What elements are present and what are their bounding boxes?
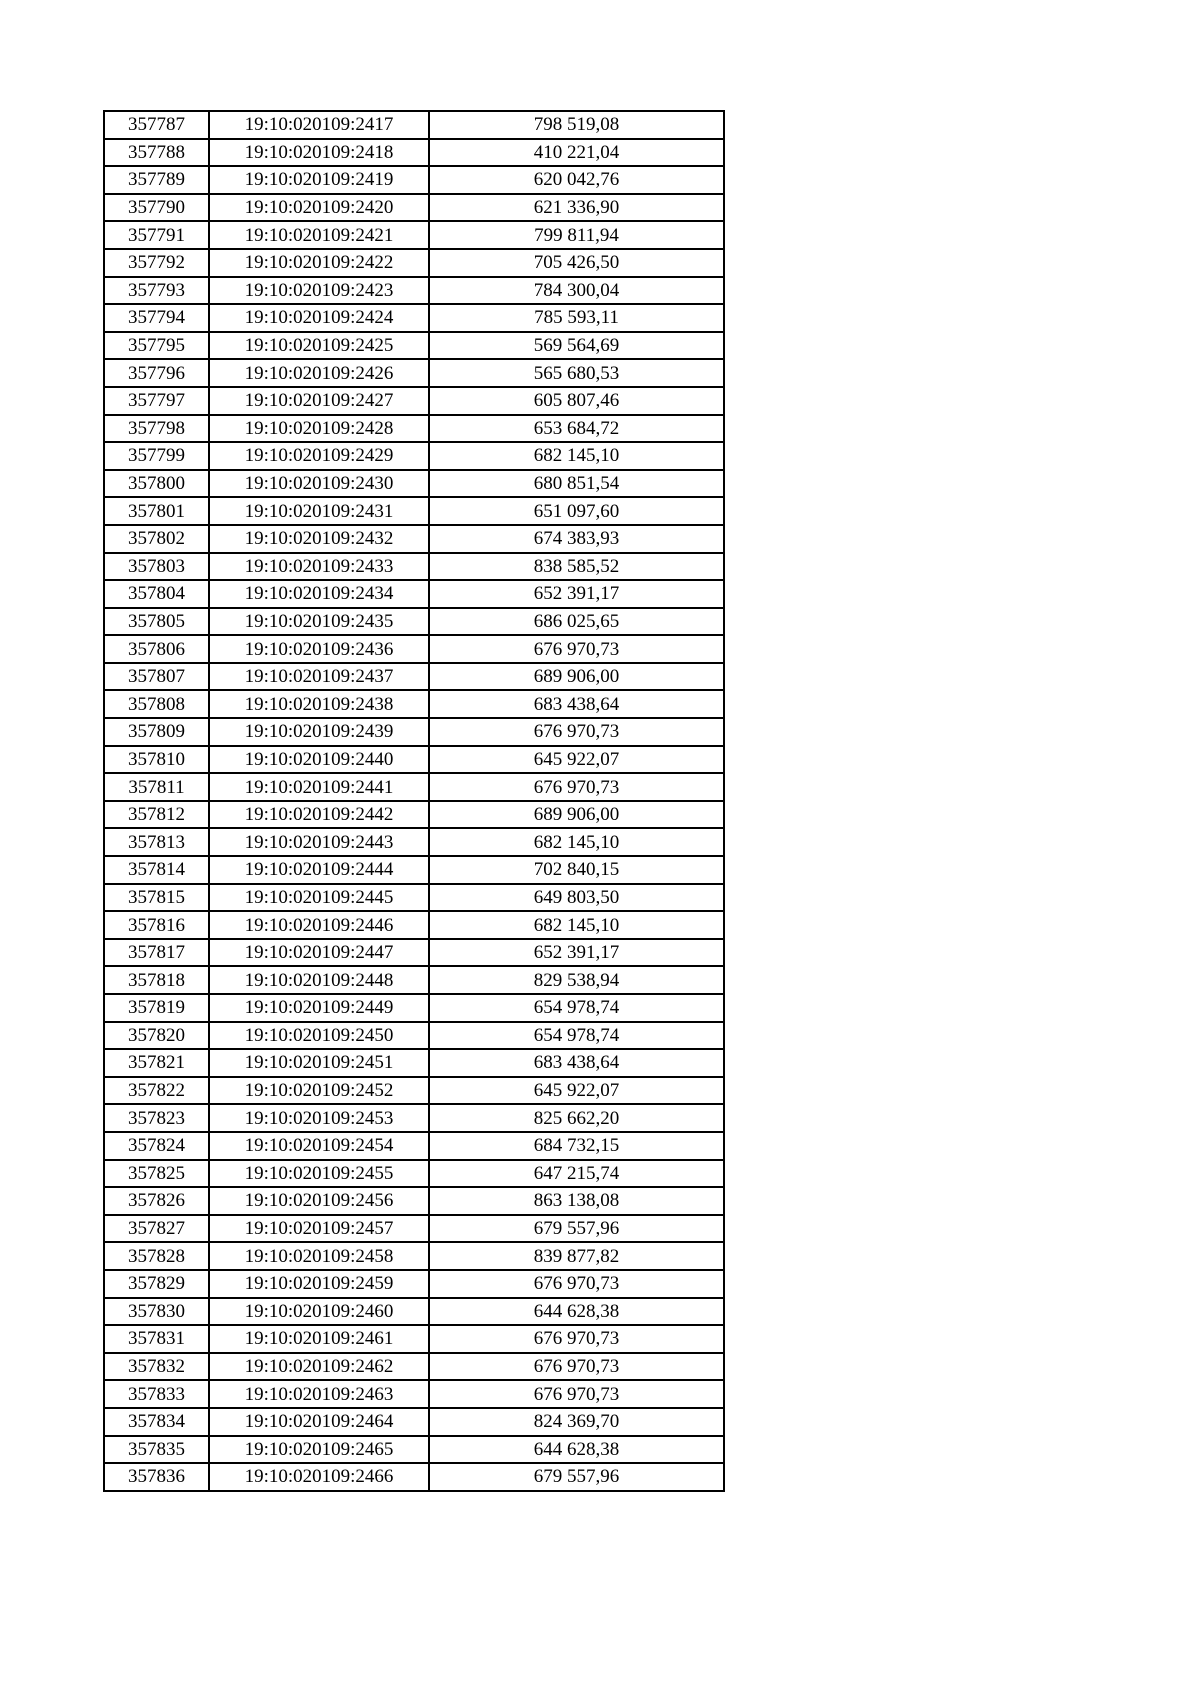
row-number-cell: 357826 [104, 1187, 209, 1215]
cadastral-value-cell: 683 438,64 [429, 690, 724, 718]
table-row [104, 801, 724, 829]
row-number-cell: 357792 [104, 249, 209, 277]
cadastral-number-cell: 19:10:020109:2445 [209, 884, 429, 912]
cadastral-number-cell: 19:10:020109:2424 [209, 304, 429, 332]
cadastral-value-cell: 682 145,10 [429, 828, 724, 856]
cadastral-number-cell: 19:10:020109:2444 [209, 856, 429, 884]
row-number-cell: 357800 [104, 470, 209, 498]
cadastral-number-cell: 19:10:020109:2463 [209, 1380, 429, 1408]
table-row [104, 1215, 724, 1243]
cadastral-number-cell: 19:10:020109:2430 [209, 470, 429, 498]
table-body [104, 111, 724, 1491]
cadastral-number-cell: 19:10:020109:2432 [209, 525, 429, 553]
row-number-cell: 357821 [104, 1049, 209, 1077]
row-number-cell: 357819 [104, 994, 209, 1022]
row-number-cell: 357818 [104, 966, 209, 994]
row-number-cell: 357796 [104, 359, 209, 387]
cadastral-number-cell: 19:10:020109:2454 [209, 1132, 429, 1160]
row-number-cell: 357798 [104, 415, 209, 443]
table-row [104, 608, 724, 636]
table-row [104, 1049, 724, 1077]
table-row [104, 1022, 724, 1050]
row-number-cell: 357831 [104, 1325, 209, 1353]
cadastral-value-cell: 799 811,94 [429, 221, 724, 249]
cadastral-value-cell: 689 906,00 [429, 663, 724, 691]
cadastral-number-cell: 19:10:020109:2453 [209, 1104, 429, 1132]
table-row [104, 111, 724, 139]
cadastral-value-cell: 649 803,50 [429, 884, 724, 912]
cadastral-number-cell: 19:10:020109:2439 [209, 718, 429, 746]
row-number-cell: 357810 [104, 746, 209, 774]
table-row [104, 415, 724, 443]
cadastral-number-cell: 19:10:020109:2425 [209, 332, 429, 360]
table-row [104, 828, 724, 856]
cadastral-value-cell: 654 978,74 [429, 994, 724, 1022]
cadastral-value-cell: 683 438,64 [429, 1049, 724, 1077]
cadastral-number-cell: 19:10:020109:2420 [209, 194, 429, 222]
cadastral-number-cell: 19:10:020109:2422 [209, 249, 429, 277]
cadastral-value-cell: 686 025,65 [429, 608, 724, 636]
table-row [104, 663, 724, 691]
cadastral-value-cell: 652 391,17 [429, 939, 724, 967]
cadastral-value-cell: 565 680,53 [429, 359, 724, 387]
table-row [104, 773, 724, 801]
table-row [104, 304, 724, 332]
row-number-cell: 357823 [104, 1104, 209, 1132]
row-number-cell: 357805 [104, 608, 209, 636]
cadastral-number-cell: 19:10:020109:2437 [209, 663, 429, 691]
cadastral-value-cell: 689 906,00 [429, 801, 724, 829]
row-number-cell: 357787 [104, 111, 209, 139]
cadastral-number-cell: 19:10:020109:2464 [209, 1408, 429, 1436]
row-number-cell: 357825 [104, 1160, 209, 1188]
cadastral-number-cell: 19:10:020109:2455 [209, 1160, 429, 1188]
row-number-cell: 357817 [104, 939, 209, 967]
row-number-cell: 357811 [104, 773, 209, 801]
table-row [104, 1463, 724, 1491]
cadastral-value-cell: 654 978,74 [429, 1022, 724, 1050]
cadastral-number-cell: 19:10:020109:2441 [209, 773, 429, 801]
cadastral-value-cell: 644 628,38 [429, 1436, 724, 1464]
cadastral-value-cell: 684 732,15 [429, 1132, 724, 1160]
cadastral-value-cell: 676 970,73 [429, 635, 724, 663]
cadastral-value-cell: 651 097,60 [429, 497, 724, 525]
cadastral-number-cell: 19:10:020109:2461 [209, 1325, 429, 1353]
cadastral-value-cell: 798 519,08 [429, 111, 724, 139]
cadastral-number-cell: 19:10:020109:2465 [209, 1436, 429, 1464]
row-number-cell: 357809 [104, 718, 209, 746]
row-number-cell: 357814 [104, 856, 209, 884]
table-row [104, 718, 724, 746]
row-number-cell: 357795 [104, 332, 209, 360]
table-row [104, 442, 724, 470]
row-number-cell: 357789 [104, 166, 209, 194]
table-row [104, 1408, 724, 1436]
cadastral-value-cell: 605 807,46 [429, 387, 724, 415]
cadastral-value-cell: 682 145,10 [429, 911, 724, 939]
table-row [104, 1077, 724, 1105]
cadastral-value-cell: 674 383,93 [429, 525, 724, 553]
table-row [104, 359, 724, 387]
table-row [104, 1380, 724, 1408]
table-row [104, 194, 724, 222]
row-number-cell: 357816 [104, 911, 209, 939]
row-number-cell: 357808 [104, 690, 209, 718]
table-row [104, 856, 724, 884]
table-row [104, 1104, 724, 1132]
cadastral-value-cell: 653 684,72 [429, 415, 724, 443]
table-row [104, 525, 724, 553]
cadastral-number-cell: 19:10:020109:2442 [209, 801, 429, 829]
table-row [104, 470, 724, 498]
cadastral-number-cell: 19:10:020109:2447 [209, 939, 429, 967]
cadastral-number-cell: 19:10:020109:2448 [209, 966, 429, 994]
cadastral-number-cell: 19:10:020109:2428 [209, 415, 429, 443]
cadastral-value-cell: 620 042,76 [429, 166, 724, 194]
row-number-cell: 357828 [104, 1242, 209, 1270]
cadastral-number-cell: 19:10:020109:2427 [209, 387, 429, 415]
cadastral-number-cell: 19:10:020109:2440 [209, 746, 429, 774]
cadastral-number-cell: 19:10:020109:2435 [209, 608, 429, 636]
table-row [104, 690, 724, 718]
row-number-cell: 357794 [104, 304, 209, 332]
cadastral-number-cell: 19:10:020109:2431 [209, 497, 429, 525]
row-number-cell: 357807 [104, 663, 209, 691]
cadastral-value-cell: 676 970,73 [429, 1270, 724, 1298]
table-row [104, 1353, 724, 1381]
table-row [104, 911, 724, 939]
cadastral-number-cell: 19:10:020109:2421 [209, 221, 429, 249]
cadastral-number-cell: 19:10:020109:2450 [209, 1022, 429, 1050]
cadastral-value-cell: 410 221,04 [429, 139, 724, 167]
table-row [104, 1270, 724, 1298]
cadastral-value-cell: 825 662,20 [429, 1104, 724, 1132]
row-number-cell: 357836 [104, 1463, 209, 1491]
cadastral-value-cell: 702 840,15 [429, 856, 724, 884]
cadastral-value-cell: 676 970,73 [429, 1325, 724, 1353]
cadastral-number-cell: 19:10:020109:2449 [209, 994, 429, 1022]
table-row [104, 939, 724, 967]
table-row [104, 1436, 724, 1464]
cadastral-value-cell: 829 538,94 [429, 966, 724, 994]
cadastral-value-cell: 682 145,10 [429, 442, 724, 470]
cadastral-value-cell: 645 922,07 [429, 1077, 724, 1105]
cadastral-number-cell: 19:10:020109:2429 [209, 442, 429, 470]
row-number-cell: 357799 [104, 442, 209, 470]
table-row [104, 1132, 724, 1160]
row-number-cell: 357835 [104, 1436, 209, 1464]
row-number-cell: 357824 [104, 1132, 209, 1160]
row-number-cell: 357790 [104, 194, 209, 222]
cadastral-value-cell: 676 970,73 [429, 1380, 724, 1408]
cadastral-number-cell: 19:10:020109:2418 [209, 139, 429, 167]
cadastral-number-cell: 19:10:020109:2451 [209, 1049, 429, 1077]
cadastral-number-cell: 19:10:020109:2417 [209, 111, 429, 139]
cadastral-number-cell: 19:10:020109:2459 [209, 1270, 429, 1298]
cadastral-value-cell: 647 215,74 [429, 1160, 724, 1188]
cadastral-value-cell: 644 628,38 [429, 1298, 724, 1326]
row-number-cell: 357822 [104, 1077, 209, 1105]
cadastral-number-cell: 19:10:020109:2460 [209, 1298, 429, 1326]
cadastral-value-cell: 569 564,69 [429, 332, 724, 360]
row-number-cell: 357832 [104, 1353, 209, 1381]
row-number-cell: 357829 [104, 1270, 209, 1298]
table-row [104, 635, 724, 663]
table-row [104, 553, 724, 581]
row-number-cell: 357830 [104, 1298, 209, 1326]
table-row [104, 166, 724, 194]
cadastral-value-cell: 680 851,54 [429, 470, 724, 498]
cadastral-number-cell: 19:10:020109:2423 [209, 277, 429, 305]
cadastral-number-cell: 19:10:020109:2458 [209, 1242, 429, 1270]
row-number-cell: 357797 [104, 387, 209, 415]
table-row [104, 966, 724, 994]
cadastral-value-cell: 679 557,96 [429, 1215, 724, 1243]
cadastral-number-cell: 19:10:020109:2443 [209, 828, 429, 856]
cadastral-number-cell: 19:10:020109:2466 [209, 1463, 429, 1491]
table-row [104, 497, 724, 525]
cadastral-value-cell: 705 426,50 [429, 249, 724, 277]
table-row [104, 221, 724, 249]
row-number-cell: 357802 [104, 525, 209, 553]
table-row [104, 249, 724, 277]
row-number-cell: 357833 [104, 1380, 209, 1408]
table-row [104, 1160, 724, 1188]
cadastral-value-cell: 784 300,04 [429, 277, 724, 305]
cadastral-number-cell: 19:10:020109:2434 [209, 580, 429, 608]
cadastral-number-cell: 19:10:020109:2446 [209, 911, 429, 939]
row-number-cell: 357834 [104, 1408, 209, 1436]
table-row [104, 332, 724, 360]
row-number-cell: 357804 [104, 580, 209, 608]
table-row [104, 884, 724, 912]
cadastral-value-cell: 676 970,73 [429, 718, 724, 746]
cadastral-value-cell: 785 593,11 [429, 304, 724, 332]
table-row [104, 746, 724, 774]
row-number-cell: 357803 [104, 553, 209, 581]
row-number-cell: 357791 [104, 221, 209, 249]
cadastral-value-cell: 621 336,90 [429, 194, 724, 222]
cadastral-number-cell: 19:10:020109:2433 [209, 553, 429, 581]
table-row [104, 387, 724, 415]
table-row [104, 277, 724, 305]
cadastral-value-cell: 676 970,73 [429, 1353, 724, 1381]
table-row [104, 1242, 724, 1270]
row-number-cell: 357813 [104, 828, 209, 856]
table-row [104, 1298, 724, 1326]
row-number-cell: 357806 [104, 635, 209, 663]
cadastral-value-table [103, 110, 725, 1492]
cadastral-number-cell: 19:10:020109:2436 [209, 635, 429, 663]
row-number-cell: 357793 [104, 277, 209, 305]
cadastral-value-cell: 838 585,52 [429, 553, 724, 581]
row-number-cell: 357812 [104, 801, 209, 829]
cadastral-number-cell: 19:10:020109:2426 [209, 359, 429, 387]
cadastral-value-cell: 863 138,08 [429, 1187, 724, 1215]
cadastral-number-cell: 19:10:020109:2438 [209, 690, 429, 718]
table-row [104, 580, 724, 608]
row-number-cell: 357801 [104, 497, 209, 525]
cadastral-value-cell: 645 922,07 [429, 746, 724, 774]
row-number-cell: 357820 [104, 1022, 209, 1050]
cadastral-number-cell: 19:10:020109:2452 [209, 1077, 429, 1105]
row-number-cell: 357815 [104, 884, 209, 912]
cadastral-value-cell: 679 557,96 [429, 1463, 724, 1491]
cadastral-number-cell: 19:10:020109:2462 [209, 1353, 429, 1381]
cadastral-value-cell: 652 391,17 [429, 580, 724, 608]
cadastral-number-cell: 19:10:020109:2457 [209, 1215, 429, 1243]
cadastral-value-cell: 824 369,70 [429, 1408, 724, 1436]
table-row [104, 994, 724, 1022]
row-number-cell: 357827 [104, 1215, 209, 1243]
cadastral-number-cell: 19:10:020109:2419 [209, 166, 429, 194]
row-number-cell: 357788 [104, 139, 209, 167]
table-row [104, 139, 724, 167]
table-row [104, 1187, 724, 1215]
cadastral-value-cell: 839 877,82 [429, 1242, 724, 1270]
cadastral-number-cell: 19:10:020109:2456 [209, 1187, 429, 1215]
cadastral-value-cell: 676 970,73 [429, 773, 724, 801]
table-row [104, 1325, 724, 1353]
